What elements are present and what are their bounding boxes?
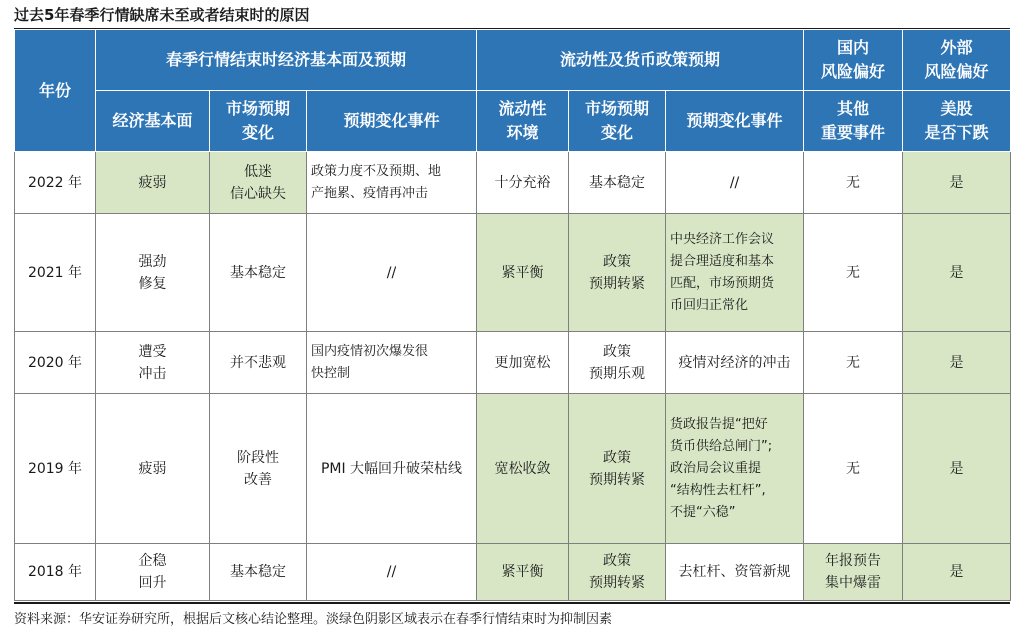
us-stock-cell: 是 xyxy=(903,214,1011,332)
header-liquidity-env: 流动性 环境 xyxy=(477,91,569,152)
us-stock-cell: 是 xyxy=(903,394,1011,544)
market-expectation-cell: 基本稳定 xyxy=(210,544,307,601)
header-market-expectation: 市场预期 变化 xyxy=(210,91,307,152)
econ-cell: 疲弱 xyxy=(96,394,210,544)
table-title: 过去5年春季行情缺席未至或者结束时的原因 xyxy=(14,6,310,24)
other-event-cell: 年报预告 集中爆雷 xyxy=(804,544,903,601)
header-econ-fundamentals: 经济基本面 xyxy=(96,91,210,152)
header-market-expectation-2: 市场预期 变化 xyxy=(569,91,666,152)
table-row xyxy=(15,332,1011,394)
other-event-cell: 无 xyxy=(804,152,903,214)
us-stock-cell: 是 xyxy=(903,152,1011,214)
event-2-cell: // xyxy=(666,152,804,214)
liquidity-cell: 十分充裕 xyxy=(477,152,569,214)
liquidity-cell: 宽松收敛 xyxy=(477,394,569,544)
table-row xyxy=(15,214,1011,332)
table-bottom-rule xyxy=(14,602,1010,604)
market-expectation-2-cell: 基本稳定 xyxy=(569,152,666,214)
table-row xyxy=(15,544,1011,601)
econ-cell: 企稳 回升 xyxy=(96,544,210,601)
market-expectation-2-cell: 政策 预期转紧 xyxy=(569,214,666,332)
market-expectation-cell: 并不悲观 xyxy=(210,332,307,394)
year-cell: 2021 年 xyxy=(15,214,96,332)
market-expectation-2-cell: 政策 预期乐观 xyxy=(569,332,666,394)
us-stock-cell: 是 xyxy=(903,544,1011,601)
spring-rally-table xyxy=(14,29,1011,601)
market-expectation-2-cell: 政策 预期转紧 xyxy=(569,544,666,601)
table-row xyxy=(15,152,1011,214)
us-stock-cell: 是 xyxy=(903,332,1011,394)
econ-cell: 疲弱 xyxy=(96,152,210,214)
market-expectation-cell: 低迷 信心缺失 xyxy=(210,152,307,214)
event-cell: // xyxy=(307,544,477,601)
year-cell: 2020 年 xyxy=(15,332,96,394)
event-cell: 政策力度不及预期、地 产拖累、疫情再冲击 xyxy=(307,152,477,214)
header-expectation-event: 预期变化事件 xyxy=(307,91,477,152)
other-event-cell: 无 xyxy=(804,214,903,332)
source-note: 资料来源：华安证券研究所，根据后文核心结论整理。淡绿色阴影区域表示在春季行情结束时为抑制因素 xyxy=(14,612,613,627)
event-cell: 国内疫情初次爆发很 快控制 xyxy=(307,332,477,394)
econ-cell: 遭受 冲击 xyxy=(96,332,210,394)
year-cell: 2022 年 xyxy=(15,152,96,214)
header-us-stock: 美股 是否下跌 xyxy=(903,91,1011,152)
event-cell: // xyxy=(307,214,477,332)
header-foreign-risk: 外部 风险偏好 xyxy=(903,30,1011,91)
header-expectation-event-2: 预期变化事件 xyxy=(666,91,804,152)
market-expectation-cell: 阶段性 改善 xyxy=(210,394,307,544)
liquidity-cell: 更加宽松 xyxy=(477,332,569,394)
liquidity-cell: 紧平衡 xyxy=(477,544,569,601)
header-group-econ: 春季行情结束时经济基本面及预期 xyxy=(96,30,477,91)
year-cell: 2018 年 xyxy=(15,544,96,601)
market-expectation-cell: 基本稳定 xyxy=(210,214,307,332)
year-cell: 2019 年 xyxy=(15,394,96,544)
event-2-cell: 去杠杆、资管新规 xyxy=(666,544,804,601)
event-2-cell: 货政报告提“把好 货币供给总闸门”; 政治局会议重提 “结构性去杠杆”, 不提“六稳” xyxy=(666,394,804,544)
table-row xyxy=(15,394,1011,544)
event-2-cell: 中央经济工作会议 提合理适度和基本 匹配，市场预期货 币回归正常化 xyxy=(666,214,804,332)
market-expectation-2-cell: 政策 预期转紧 xyxy=(569,394,666,544)
header-domestic-risk: 国内 风险偏好 xyxy=(804,30,903,91)
other-event-cell: 无 xyxy=(804,394,903,544)
other-event-cell: 无 xyxy=(804,332,903,394)
event-2-cell: 疫情对经济的冲击 xyxy=(666,332,804,394)
header-other-event: 其他 重要事件 xyxy=(804,91,903,152)
liquidity-cell: 紧平衡 xyxy=(477,214,569,332)
header-group-liquidity: 流动性及货币政策预期 xyxy=(477,30,804,91)
econ-cell: 强劲 修复 xyxy=(96,214,210,332)
header-year: 年份 xyxy=(15,30,96,152)
event-cell: PMI 大幅回升破荣枯线 xyxy=(307,394,477,544)
